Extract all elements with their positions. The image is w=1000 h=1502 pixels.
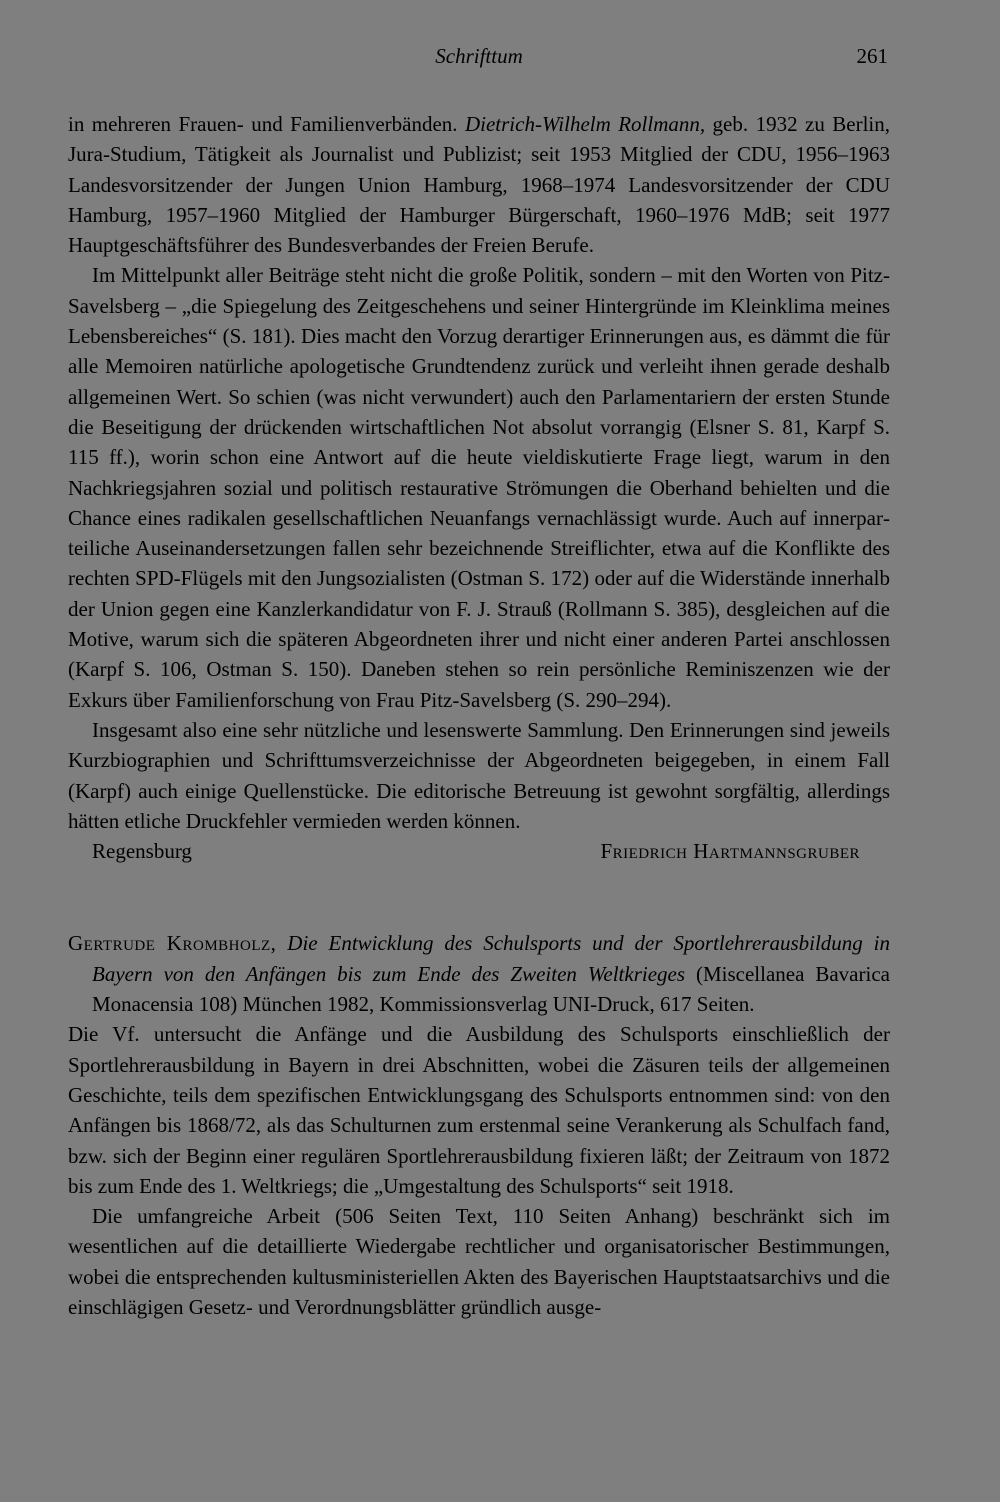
page-number: 261	[856, 44, 888, 68]
review-signature	[68, 836, 890, 866]
review-continuation	[68, 109, 890, 836]
running-title: Schrifttum	[435, 44, 523, 68]
paragraph-text: geb. 1932 zu Berlin, Jura-Studium, Tätigkeit als Journalist und Publizist; seit 1953 Mitglied der CDU, 1956–1963 Landesvorsitzender der Jungen Union Hamburg, 1968–1974 Landesvorsitzender der CDU Hamburg, 1957–1960 Mitglied der Hamburger Bürgerschaft, 1960–1976 MdB; seit 1977 Hauptgeschäftsführer des Bundesverbandes der Freien Berufe.	[68, 112, 890, 258]
person-name: Dietrich-Wilhelm Rollmann,	[464, 112, 706, 136]
publication-details: (Miscellanea Bavarica Monacensia 108) München 1982, Kommissionsverlag UNI-Druck, 617 Seiten.	[92, 961, 890, 1017]
paragraph: Insgesamt also eine sehr nützliche und lesenswerte Sammlung. Den Erinnerungen sind jeweils Kurzbiographien und Schrifttumsverzeichnisse der Abgeordneten beigegeben, in einem Fall (Karpf) auch einige Quellenstücke. Die editorische Betreuung ist gewohnt sorgfältig, allerdings hätten etliche Druckfehler vermieden werden können.	[68, 717, 890, 833]
book-title: Die Entwicklung des Schulsports und der Sportlehrerausbildung in Bayern von den Anfängen bis zum Ende des Zweiten Weltkrieges	[92, 931, 891, 986]
running-header	[68, 40, 890, 74]
paragraph-text: in mehreren Frauen- und Familienverbänden.	[68, 112, 465, 136]
paragraph: Die umfangreiche Arbeit (506 Seiten Text, 110 Seiten Anhang) beschränkt sich im wesentlichen auf die detaillierte Wiedergabe rechtlicher und organisatorischer Bestimmungen, wobei die entsprechenden kultusministeriellen Akten des Bayerischen Hauptstaatsarchivs und die einschlägigen Gesetz- und Verordnungsblätter gründlich ausge-	[68, 1204, 890, 1319]
book-page	[68, 40, 890, 1322]
book-author: Gertrude Krombholz,	[68, 931, 277, 956]
paragraph: Die Vf. untersucht die Anfänge und die Ausbildung des Schulsports einschließlich der Sportlehrerausbildung in Bayern in drei Abschnitten, wobei die Zäsuren teils der allgemeinen Geschichte, teils dem spezifischen Entwicklungsgang des Schulsports entnommen sind: von den Anfängen bis 1868/72, als das Schulturnen zum erstenmal seine Verankerung als Schulfach fand, bzw. sich der Beginn einer regulären Sportlehrerausbildung fixieren läßt; der Zeitraum von 1872 bis zum Ende des 1. Weltkriegs; die „Umgestaltung des Schulsports“ seit 1918.	[68, 1022, 890, 1198]
paragraph	[68, 109, 890, 260]
review-place: Regensburg	[92, 839, 192, 864]
review-body	[68, 1019, 890, 1322]
paragraph: Im Mittelpunkt aller Beiträge steht nicht die große Politik, sondern – mit den Worten von Pitz-Savelsberg – „die Spiegelung des Zeitgeschehens und seiner Hintergründe im Kleinklima meines Lebensbereiches“ (S. 181). Dies macht den Vorzug derartiger Erinnerungen aus, es dämmt die für alle Memoiren natürliche apologetische Grundtendenz zurück und verleiht ihnen gerade deshalb allgemeinen Wert. So schien (was nicht verwundert) auch den Parlamentariern der ersten Stunde die Beseitigung der drückenden wirtschaftlichen Not absolut vorrangig (Elsner S. 81, Karpf S. 115 ff.), worin schon eine Antwort auf die heute vieldiskutierte Frage liegt, warum in den Nachkriegsjahren sozial und politisch restaurative Strömungen die Oberhand behielten und die Chance eines radikalen gesellschaftlichen Neuanfangs vernachlässigt wurde. Auch auf innerparteiliche Auseinandersetzungen fallen sehr bezeichnende Streiflichter, etwa auf die Konflikte des rechten SPD-Flügels mit den Jungsozialisten (Ostman S. 172) oder auf die Widerstände innerhalb der Union gegen eine Kanzlerkandidatur von F. J. Strauß (Rollmann S. 385), desgleichen auf die Motive, warum sich die späteren Abgeordneten ihrer und nicht einer anderen Partei anschlossen (Karpf S. 106, Ostman S. 150). Daneben stehen so rein persönliche Reminiszenzen wie der Exkurs über Familienforschung von Frau Pitz-Savelsberg (S. 290–294).	[68, 263, 890, 712]
review-citation	[68, 928, 890, 1019]
reviewer-name: Friedrich Hartmannsgruber	[600, 839, 860, 864]
